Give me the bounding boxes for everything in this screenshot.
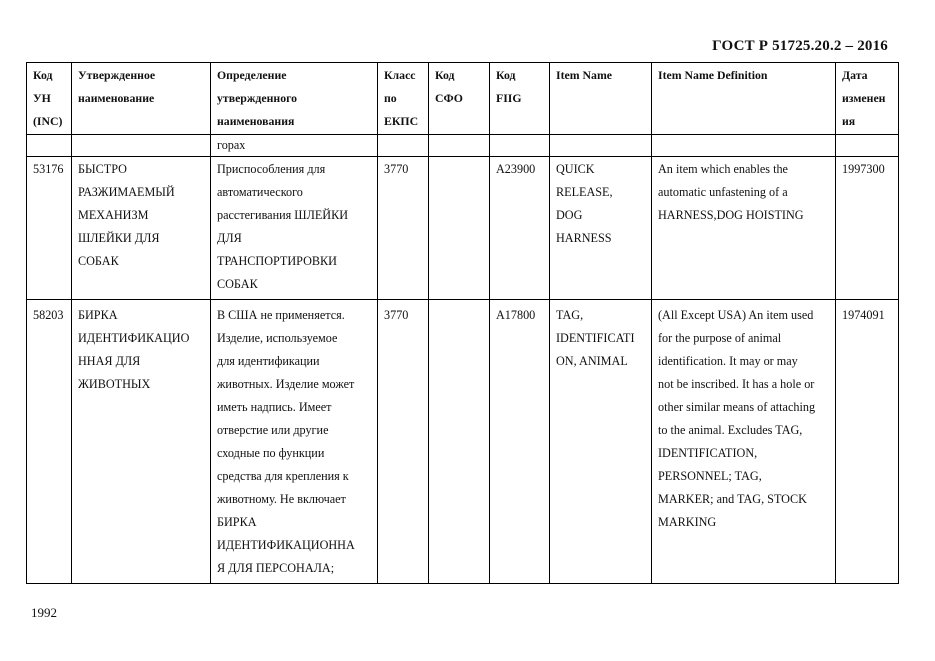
cell-text-line: ия [842, 114, 856, 128]
header-item-name [550, 63, 652, 135]
cell-text-line: наименования [217, 114, 295, 128]
cell-text-line: 3770 [384, 308, 409, 322]
cell-text-line: to the animal. Excludes TAG, [658, 423, 803, 437]
header-fiig [490, 63, 550, 135]
cell-text-line: FIIG [496, 91, 522, 105]
cell-text-line: горах [217, 138, 246, 152]
header-sfo [429, 63, 490, 135]
cell-item-name [550, 300, 652, 584]
cell-text-line: автоматического [217, 185, 303, 199]
cell-text-line: БЫСТРО [78, 162, 127, 176]
cell-text-line: для идентификации [217, 354, 320, 368]
document-standard-header: ГОСТ Р 51725.20.2 – 2016 [712, 38, 888, 54]
cell-text-line: МЕХАНИЗМ [78, 208, 149, 222]
cell-text-line: PERSONNEL; TAG, [658, 469, 762, 483]
cell-text-line: ЖИВОТНЫХ [78, 377, 151, 391]
page-number: 1992 [31, 605, 57, 620]
cell-text-line: 1974091 [842, 308, 885, 322]
cell-definition [211, 300, 378, 584]
cell [490, 135, 550, 157]
cell-text-line: ТРАНСПОРТИРОВКИ [217, 254, 337, 268]
cell-text-line: УН [33, 91, 51, 105]
cell-text-line: (INC) [33, 114, 63, 128]
cell-sfo [429, 300, 490, 584]
cell [27, 135, 72, 157]
cell-text-line: other similar means of attaching [658, 400, 816, 414]
cell-code [27, 157, 72, 300]
cell-approved-name [72, 300, 211, 584]
cell-text-line: РАЗЖИМАЕМЫЙ [78, 185, 175, 199]
cell-text-line: MARKER; and TAG, STOCK [658, 492, 807, 506]
cell-text-line: HARNESS [556, 231, 612, 245]
header-approved-name [72, 63, 211, 135]
cell-text-line: Я ДЛЯ ПЕРСОНАЛА; [217, 561, 335, 575]
cell-text-line: 58203 [33, 308, 64, 322]
cell-text-line: HARNESS,DOG HOISTING [658, 208, 804, 222]
cell [652, 135, 836, 157]
continuation-row [27, 135, 899, 157]
cell [378, 135, 429, 157]
cell-text-line: ЕКПС [384, 114, 419, 128]
cell-text-line: ШЛЕЙКИ ДЛЯ [78, 231, 160, 245]
cell-text-line: IDENTIFICATION, [658, 446, 758, 460]
cell-text-line: 53176 [33, 162, 64, 176]
cell-text-line: БИРКА [217, 515, 257, 529]
table-header-row [27, 63, 899, 135]
table-row [27, 300, 899, 584]
cell-sfo [429, 157, 490, 300]
cell-text-line: Дата [842, 68, 868, 82]
cell-text-line: ИДЕНТИФИКАЦИО [78, 331, 190, 345]
cell-text-line: 1997300 [842, 162, 885, 176]
cell-text-line: Item Name Definition [658, 68, 768, 82]
cell [836, 135, 899, 157]
header-item-name-definition [652, 63, 836, 135]
cell-text-line: СОБАК [217, 277, 258, 291]
cell-text-line: Код [435, 68, 455, 82]
cell-definition [211, 157, 378, 300]
cell-text-line: по [384, 91, 397, 105]
cell-text-line: Код [33, 68, 53, 82]
cell-text-line: RELEASE, [556, 185, 613, 199]
cell-item-name-definition [652, 157, 836, 300]
cell-text-line: ON, ANIMAL [556, 354, 628, 368]
cell-text-line: БИРКА [78, 308, 118, 322]
cell-text-line: сходные по функции [217, 446, 325, 460]
header-code [27, 63, 72, 135]
cell-item-name [550, 157, 652, 300]
cell [550, 135, 652, 157]
cell-text-line: TAG, [556, 308, 584, 322]
cell-text-line: Класс [384, 68, 416, 82]
cell-text-line: В США не применяется. [217, 308, 345, 322]
cell-text-line: наименование [78, 91, 155, 105]
cell-text-line: for the purpose of animal [658, 331, 782, 345]
cell-text-line: IDENTIFICATI [556, 331, 635, 345]
cell-definition [211, 135, 378, 157]
cell-text-line: QUICK [556, 162, 595, 176]
cell-text-line: identification. It may or may [658, 354, 798, 368]
cell-text-line: ННАЯ ДЛЯ [78, 354, 141, 368]
cell-fiig [490, 157, 550, 300]
cell-text-line: DOG [556, 208, 583, 222]
cell-text-line: A23900 [496, 162, 536, 176]
cell-date [836, 300, 899, 584]
cell-text-line: изменен [842, 91, 886, 105]
cell-text-line: Изделие, используемое [217, 331, 338, 345]
items-table [26, 62, 899, 584]
cell-text-line: иметь надпись. Имеет [217, 400, 332, 414]
cell-text-line: средства для крепления к [217, 469, 349, 483]
cell-text-line: утвержденного [217, 91, 298, 105]
cell-text-line: расстегивания ШЛЕЙКИ [217, 208, 349, 222]
cell-item-name-definition [652, 300, 836, 584]
cell-code [27, 300, 72, 584]
cell [429, 135, 490, 157]
cell-text-line: Код [496, 68, 516, 82]
cell-text-line: Определение [217, 68, 287, 82]
cell-text-line: MARKING [658, 515, 717, 529]
cell-text-line: СФО [435, 91, 463, 105]
header-class [378, 63, 429, 135]
cell-class [378, 300, 429, 584]
cell-fiig [490, 300, 550, 584]
cell-class [378, 157, 429, 300]
cell-text-line: A17800 [496, 308, 536, 322]
header-definition [211, 63, 378, 135]
cell-text-line: Item Name [556, 68, 613, 82]
cell-text-line: животному. Не включает [217, 492, 346, 506]
cell-approved-name [72, 157, 211, 300]
cell-text-line: (All Except USA) An item used [658, 308, 814, 322]
cell-text-line: An item which enables the [658, 162, 788, 176]
cell-text-line: животных. Изделие может [217, 377, 355, 391]
cell-text-line: automatic unfastening of a [658, 185, 788, 199]
cell-text-line: Утвержденное [78, 68, 156, 82]
cell-text-line: Приспособления для [217, 162, 326, 176]
cell-text-line: 3770 [384, 162, 409, 176]
cell-date [836, 157, 899, 300]
cell-text-line: ДЛЯ [217, 231, 242, 245]
cell-text-line: not be inscribed. It has a hole or [658, 377, 815, 391]
cell-text-line: ИДЕНТИФИКАЦИОННА [217, 538, 355, 552]
cell-text-line: отверстие или другие [217, 423, 329, 437]
table-row [27, 157, 899, 300]
cell [72, 135, 211, 157]
cell-text-line: СОБАК [78, 254, 119, 268]
header-date [836, 63, 899, 135]
